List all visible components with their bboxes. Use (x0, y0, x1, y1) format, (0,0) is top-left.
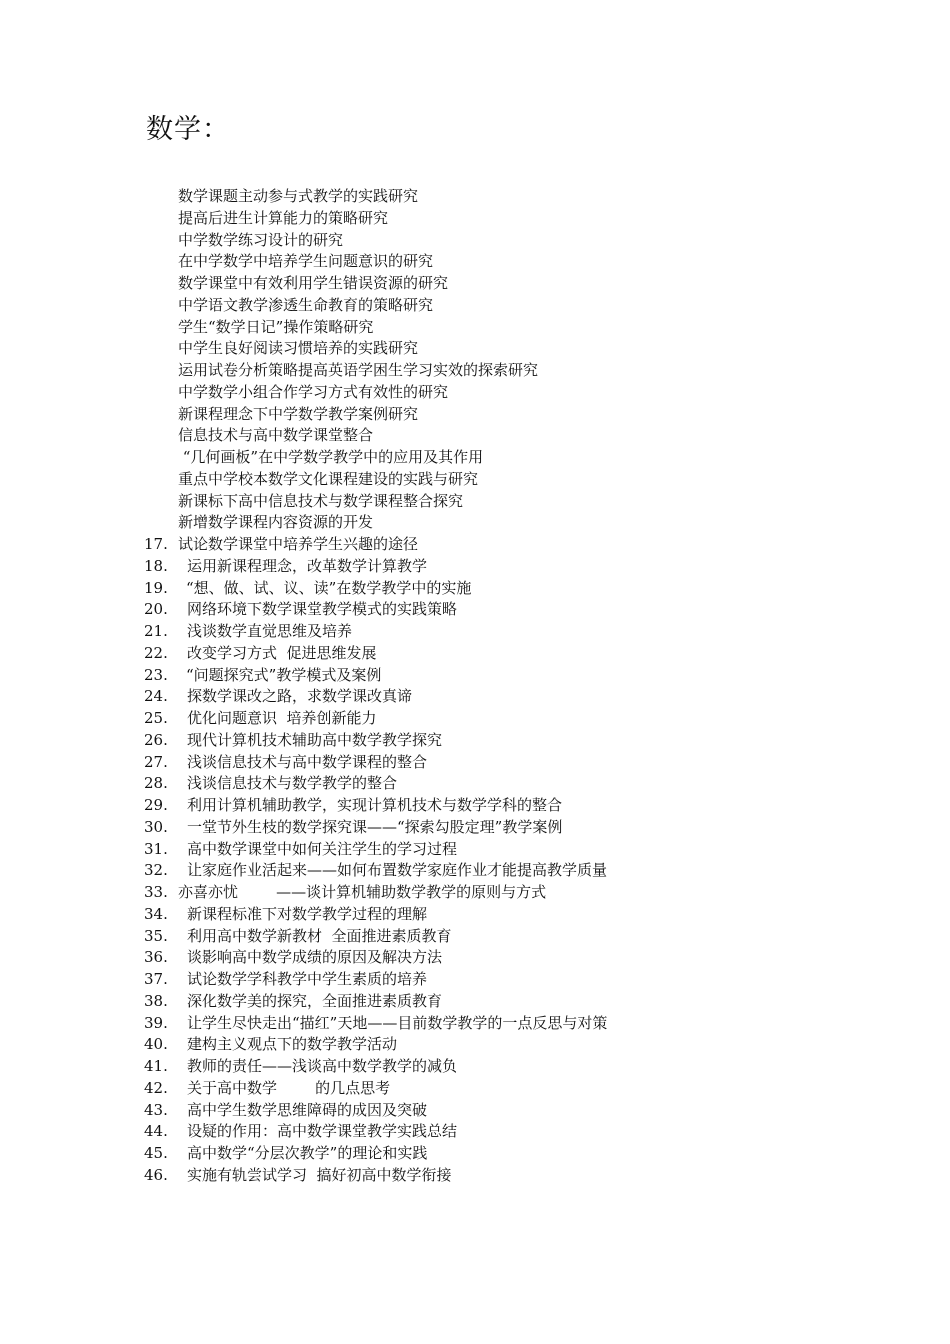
item-title: 高中数学课堂中如何关注学生的学习过程 (187, 839, 458, 858)
list-item (0, 273, 950, 295)
list-item (0, 752, 950, 774)
item-title: 中学语文教学渗透生命教育的策略研究 (178, 295, 434, 314)
item-title: 试论数学课堂中培养学生兴趣的途径 (178, 535, 419, 553)
item-number: 46. (144, 1165, 168, 1184)
item-title: 让学生尽快走出“描红”天地——目前数学教学的一点反思与对策 (187, 1013, 608, 1032)
item-title: 浅谈数学直觉思维及培养 (187, 622, 353, 640)
item-title: 试论数学学科教学中学生素质的培养 (187, 970, 428, 988)
item-title: 让家庭作业活起来——如何布置数学家庭作业才能提高教学质量 (187, 861, 608, 880)
item-title: “想、做、试、议、读”在数学教学中的实施 (186, 578, 472, 597)
item-number: 20. (144, 600, 168, 619)
item-title: 一堂节外生枝的数学探究课——“探索勾股定理”教学案例 (187, 817, 563, 836)
list-item (0, 186, 950, 208)
list-item (0, 773, 950, 795)
item-title: 谈影响高中数学成绩的原因及解决方法 (187, 948, 443, 967)
item-number: 39. (144, 1013, 168, 1032)
list-item (0, 969, 950, 991)
list-item (0, 708, 950, 730)
item-title: 建构主义观点下的数学教学活动 (187, 1035, 398, 1054)
item-number: 17. (144, 535, 168, 553)
item-number: 27. (144, 752, 168, 771)
list-item (0, 317, 950, 339)
item-title: 运用试卷分析策略提高英语学困生学习实效的探索研究 (178, 361, 539, 379)
item-title: 高中数学“分层次教学”的理论和实践 (187, 1144, 428, 1162)
item-title: 学生“数学日记”操作策略研究 (178, 317, 374, 336)
item-title: 信息技术与高中数学课堂整合 (178, 426, 374, 445)
item-title: 运用新课程理念，改革数学计算教学 (187, 556, 428, 575)
list-item (0, 795, 950, 817)
item-number: 34. (144, 904, 168, 923)
item-number: 21. (144, 622, 168, 640)
list-item (0, 991, 950, 1013)
item-title: “问题探究式”教学模式及案例 (186, 665, 382, 684)
list-item (0, 882, 950, 904)
list-item (0, 621, 950, 643)
item-title: 中学数学练习设计的研究 (178, 230, 344, 249)
list-item (0, 425, 950, 447)
item-title: 网络环境下数学课堂教学模式的实践策略 (187, 600, 458, 619)
item-number: 36. (144, 948, 168, 967)
list-item (0, 730, 950, 752)
item-number: 43. (144, 1100, 168, 1119)
item-title: 设疑的作用：高中数学课堂教学实践总结 (187, 1122, 458, 1141)
list-item (0, 686, 950, 708)
list-item (0, 947, 950, 969)
list-item (0, 904, 950, 926)
item-title: 改变学习方式 促进思维发展 (187, 643, 377, 662)
item-number: 28. (144, 774, 168, 793)
list-item (0, 382, 950, 404)
list-item (0, 512, 950, 534)
list-item (0, 360, 950, 382)
item-number: 37. (144, 970, 168, 988)
item-title: 高中学生数学思维障碍的成因及突破 (187, 1100, 428, 1119)
item-title: 中学数学小组合作学习方式有效性的研究 (178, 382, 449, 401)
item-title: 在中学数学中培养学生问题意识的研究 (178, 252, 434, 271)
list-item (0, 839, 950, 861)
item-title: 实施有轨尝试学习 搞好初高中数学衔接 (187, 1165, 452, 1184)
item-number: 30. (144, 817, 168, 836)
list-item (0, 338, 950, 360)
item-title: 深化数学美的探究，全面推进素质教育 (187, 991, 443, 1010)
section-heading: 数学： (146, 114, 230, 145)
item-title: 现代计算机技术辅助高中数学教学探究 (187, 730, 443, 749)
item-title: 中学生良好阅读习惯培养的实践研究 (178, 339, 419, 358)
item-number: 40. (144, 1035, 168, 1054)
item-number: 45. (144, 1144, 168, 1162)
list-item (0, 230, 950, 252)
list-item (0, 1100, 950, 1122)
list-item (0, 1121, 950, 1143)
item-title: 亦喜亦忧 ——谈计算机辅助数学教学的原则与方式 (178, 883, 547, 901)
item-number: 29. (144, 796, 168, 814)
item-title: 关于高中数学 的几点思考 (187, 1078, 391, 1097)
item-number: 44. (144, 1122, 168, 1141)
item-number: 31. (144, 839, 168, 858)
list-item (0, 1143, 950, 1165)
item-title: 浅谈信息技术与数学教学的整合 (187, 774, 398, 793)
item-title: 新课程标准下对数学教学过程的理解 (187, 904, 428, 923)
item-title: 新课标下高中信息技术与数学课程整合探究 (178, 491, 464, 510)
list-item (0, 643, 950, 665)
item-number: 22. (144, 643, 168, 662)
item-number: 32. (144, 861, 168, 880)
item-title: 新课程理念下中学数学教学案例研究 (178, 404, 419, 423)
list-item (0, 1078, 950, 1100)
item-title: 教师的责任——浅谈高中数学教学的减负 (187, 1057, 458, 1075)
item-title: “几何画板”在中学数学教学中的应用及其作用 (178, 448, 484, 466)
item-title: 探数学课改之路，求数学课改真谛 (187, 687, 413, 706)
list-item (0, 491, 950, 513)
item-title: 利用高中数学新教材 全面推进素质教育 (187, 926, 452, 945)
list-item (0, 556, 950, 578)
item-number: 26. (144, 730, 168, 749)
list-item (0, 578, 950, 600)
item-number: 38. (144, 991, 168, 1010)
list-item (0, 469, 950, 491)
item-number: 18. (144, 556, 168, 575)
list-item (0, 1165, 950, 1187)
item-title: 重点中学校本数学文化课程建设的实践与研究 (178, 469, 479, 488)
item-number: 41. (144, 1057, 168, 1075)
list-item (0, 404, 950, 426)
list-item (0, 665, 950, 687)
item-number: 24. (144, 687, 168, 706)
item-title: 提高后进生计算能力的策略研究 (178, 208, 389, 227)
list-item (0, 817, 950, 839)
item-title: 数学课堂中有效利用学生错误资源的研究 (178, 274, 449, 292)
item-number: 35. (144, 926, 168, 945)
list-item (0, 1034, 950, 1056)
item-number: 19. (144, 578, 168, 597)
list-item (0, 1056, 950, 1078)
item-number: 25. (144, 709, 168, 727)
item-title: 数学课题主动参与式教学的实践研究 (178, 187, 419, 205)
list-item (0, 534, 950, 556)
topic-list (0, 186, 950, 1187)
list-item (0, 295, 950, 317)
item-title: 利用计算机辅助教学，实现计算机技术与数学学科的整合 (187, 796, 563, 814)
list-item (0, 599, 950, 621)
list-item (0, 208, 950, 230)
item-title: 浅谈信息技术与高中数学课程的整合 (187, 752, 428, 771)
list-item (0, 860, 950, 882)
list-item (0, 251, 950, 273)
item-title: 新增数学课程内容资源的开发 (178, 513, 374, 532)
item-title: 优化问题意识 培养创新能力 (187, 709, 377, 727)
list-item (0, 926, 950, 948)
item-number: 23. (144, 665, 168, 684)
list-item (0, 447, 950, 469)
list-item (0, 1013, 950, 1035)
item-number: 33. (144, 883, 168, 901)
item-number: 42. (144, 1078, 168, 1097)
